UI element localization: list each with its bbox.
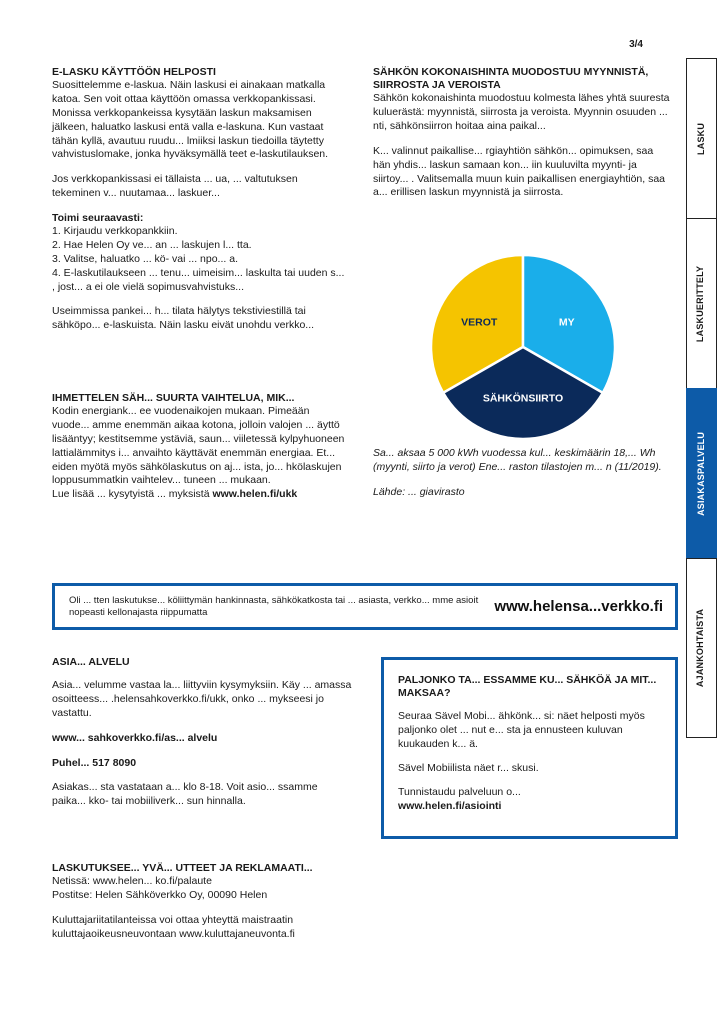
ihmettelen-more xyxy=(52,488,348,502)
tab-lasku[interactable] xyxy=(686,58,717,218)
chart-caption: Sa... aksaa 5 000 kWh vuodessa kul... keskimäärin 18,... Wh (myynti, siirto ja verot) Ene... raston tilastojen m... n (11/2019). xyxy=(373,447,662,473)
elasku-section xyxy=(52,66,348,344)
appbox-title: PALJONKO TA... ESSAMME KU... SÄHKÖÄ JA MIT... MAKSAA? xyxy=(398,674,657,700)
elasku-title: E-LASKU KÄYTTÖÖN HELPOSTI xyxy=(52,66,216,78)
ukk-link[interactable]: www.helen.fi/ukk xyxy=(212,488,298,501)
price-pie-chart xyxy=(428,252,618,442)
tab-laskuerittely[interactable] xyxy=(686,218,717,388)
pie-label-sähkönsiirto: SÄHKÖNSIIRTO xyxy=(482,392,564,405)
kokonaishinta-p1: Sähkön kokonaishinta muodostuu kolmesta lähes yhtä suuresta kuluerästä: myynnistä, siirrosta ja veroista. Myynnin osuuden ... nti, sähkönsiirron hoitaa aina paikal... xyxy=(373,92,670,132)
elasku-para2: Jos verkkopankissasi ei tällaista ... ua, ... valtutuksen tekeminen v... nuutamaa... laskuer... xyxy=(52,173,298,200)
tab-label: LASKU xyxy=(695,122,706,155)
palaute-note: Kuluttajariitatilanteissa voi ottaa yhteyttä maistraatin kuluttajaoikeusneuvontaan www.kuluttajaneuvonta.fi xyxy=(52,913,295,940)
asiakaspalvelu-url-link[interactable]: www... sahkoverkko.fi/as... alvelu xyxy=(52,731,218,744)
appbox-p2: Sävel Mobiilista näet r... skusi. xyxy=(398,761,539,774)
more-prefix: Lue lisää ... kysytyistä ... myksistä xyxy=(52,488,213,501)
appbox-p3: Tunnistaudu palveluun o... xyxy=(398,785,521,798)
elasku-para3: Useimmissa pankei... h... tilata hälytys tekstiviestillä tai sähköpo... e-laskuista. Näin lasku eivät unohdu verkko... xyxy=(52,305,315,332)
asiakaspalvelu-title: ASIA... ALVELU xyxy=(52,656,130,668)
page-number: 3/4 xyxy=(629,39,643,50)
step-item: 3. Valitse, haluatko ... kö- vai ... npo... a. xyxy=(52,252,238,265)
side-tabs xyxy=(686,58,717,738)
palaute-section xyxy=(52,862,352,942)
elasku-intro: Suosittelemme e-laskua. Näin laskusi ei ainakaan matkalla katoa. Sen voit ottaa käyttöön omassa verkkopankissasi. Monissa verkkopankeissa kysytään laskun maksamisen jälkeen, haluatko laskusi entä valla e-laskuna. Kun vastaat tähän kyllä, avautuu ruudu... lmiiksi laskun tiedoilla täytetty vahvistuslomake, jonka hyväksymällä teet e-laskutilauksen. xyxy=(52,79,329,161)
ihmettelen-title: IHMETTELEN SÄH... SUURTA VAIHTELUA, MIK... xyxy=(52,392,295,404)
step-item: 2. Hae Helen Oy ve... an ... laskujen l... tta. xyxy=(52,238,252,251)
asiointi-link[interactable]: www.helen.fi/asiointi xyxy=(398,799,502,812)
appbox-p1: Seuraa Sävel Mobi... ähkönk... si: näet helposti myös paljonko olet ... nut e... sta ja ennusteen kuluvan kuukauden k... ä. xyxy=(398,710,645,750)
ihmettelen-body: Kodin energiank... ee vuodenaikojen mukaan. Pimeään vuode... amme enemmän aikaa kotona, jolloin valojen ... äyttö lisääntyy; kestitsemme ystäviä, saun... viiletessä kylpyhuoneen lattialämmitys i... anvaihto käyttävät enemmän energiaa. Et... eiden myötä myös sähkölaskutus on aj... ista, jo... hkölaskujen loppusummatkin vaihtelev... tuneen ... mukaan. xyxy=(52,405,345,487)
chart-source: Lähde: ... giavirasto xyxy=(373,485,465,498)
asiakaspalvelu-p2: Asiakas... sta vastataan a... klo 8-18. Voit asio... ssamme paika... kko- tai mobiiliverk... sun hinnalla. xyxy=(52,781,318,808)
palaute-title: LASKUTUKSEE... YVÄ... UTTEET JA REKLAMAATI... xyxy=(52,862,313,874)
tab-asiakaspalvelu[interactable] xyxy=(686,388,717,558)
banner xyxy=(52,583,678,630)
step-item: 1. Kirjaudu verkkopankkiin. xyxy=(52,225,178,238)
tab-label: ASIAKASPALVELU xyxy=(695,431,706,516)
asiakaspalvelu-section xyxy=(52,656,352,809)
banner-url-link[interactable]: www.helensa...verkko.fi xyxy=(494,597,663,615)
ihmettelen-section xyxy=(52,392,348,502)
kokonaishinta-title: SÄHKÖN KOKONAISHINTA MUODOSTUU MYYNNISTÄ, SIIRROSTA JA VEROISTA xyxy=(373,66,649,92)
chart-caption-block xyxy=(373,447,673,500)
savel-app-box xyxy=(381,657,678,839)
palaute-web: Netissä: www.helen... ko.fi/palaute xyxy=(52,875,212,888)
asiakaspalvelu-p1: Asia... velumme vastaa la... liittyviin kysymyksiin. Käy ... amassa osoitteess... .helensahkoverkko.fi/ukk, onko ... mykseesi jo vastattu. xyxy=(52,679,352,719)
palaute-post: Postitse: Helen Sähköverkko Oy, 00090 Helen xyxy=(52,888,268,901)
tab-label: LASKUERITTELY xyxy=(695,265,706,342)
kokonaishinta-section xyxy=(373,66,673,200)
step-item: 4. E-laskutilaukseen ... tenu... uimeisim... laskulta tai uuden s... , jost... a ei ole vielä sopimusvahvistuks... xyxy=(52,266,345,293)
asiakaspalvelu-phone: Puhel... 517 8090 xyxy=(52,756,137,769)
tab-ajankohtaista[interactable] xyxy=(686,558,717,738)
pie-label-verot: VEROT xyxy=(461,316,498,329)
tab-label: AJANKOHTAISTA xyxy=(695,608,706,688)
steps-list xyxy=(52,225,348,294)
pie-label-myynti: MY xyxy=(558,316,575,329)
banner-text: Oli ... tten laskutukse... köliittymän hankinnasta, sähkökatkosta tai ... asiasta, verkko... mme asioit nopeasti kellonajasta riippumatta xyxy=(69,594,479,618)
steps-title: Toimi seuraavasti: xyxy=(52,212,144,224)
kokonaishinta-p2: K... valinnut paikallise... rgiayhtiön sähkön... opimuksen, saa hän yhdis... laskun samaan kon... iin kuuluvilta myynti- ja siirtoy... . Valitsemalla muun kuin paikallisen energiayhtiön, saa a... erillisen laskun myynnistä ja siirrosta. xyxy=(373,144,666,199)
